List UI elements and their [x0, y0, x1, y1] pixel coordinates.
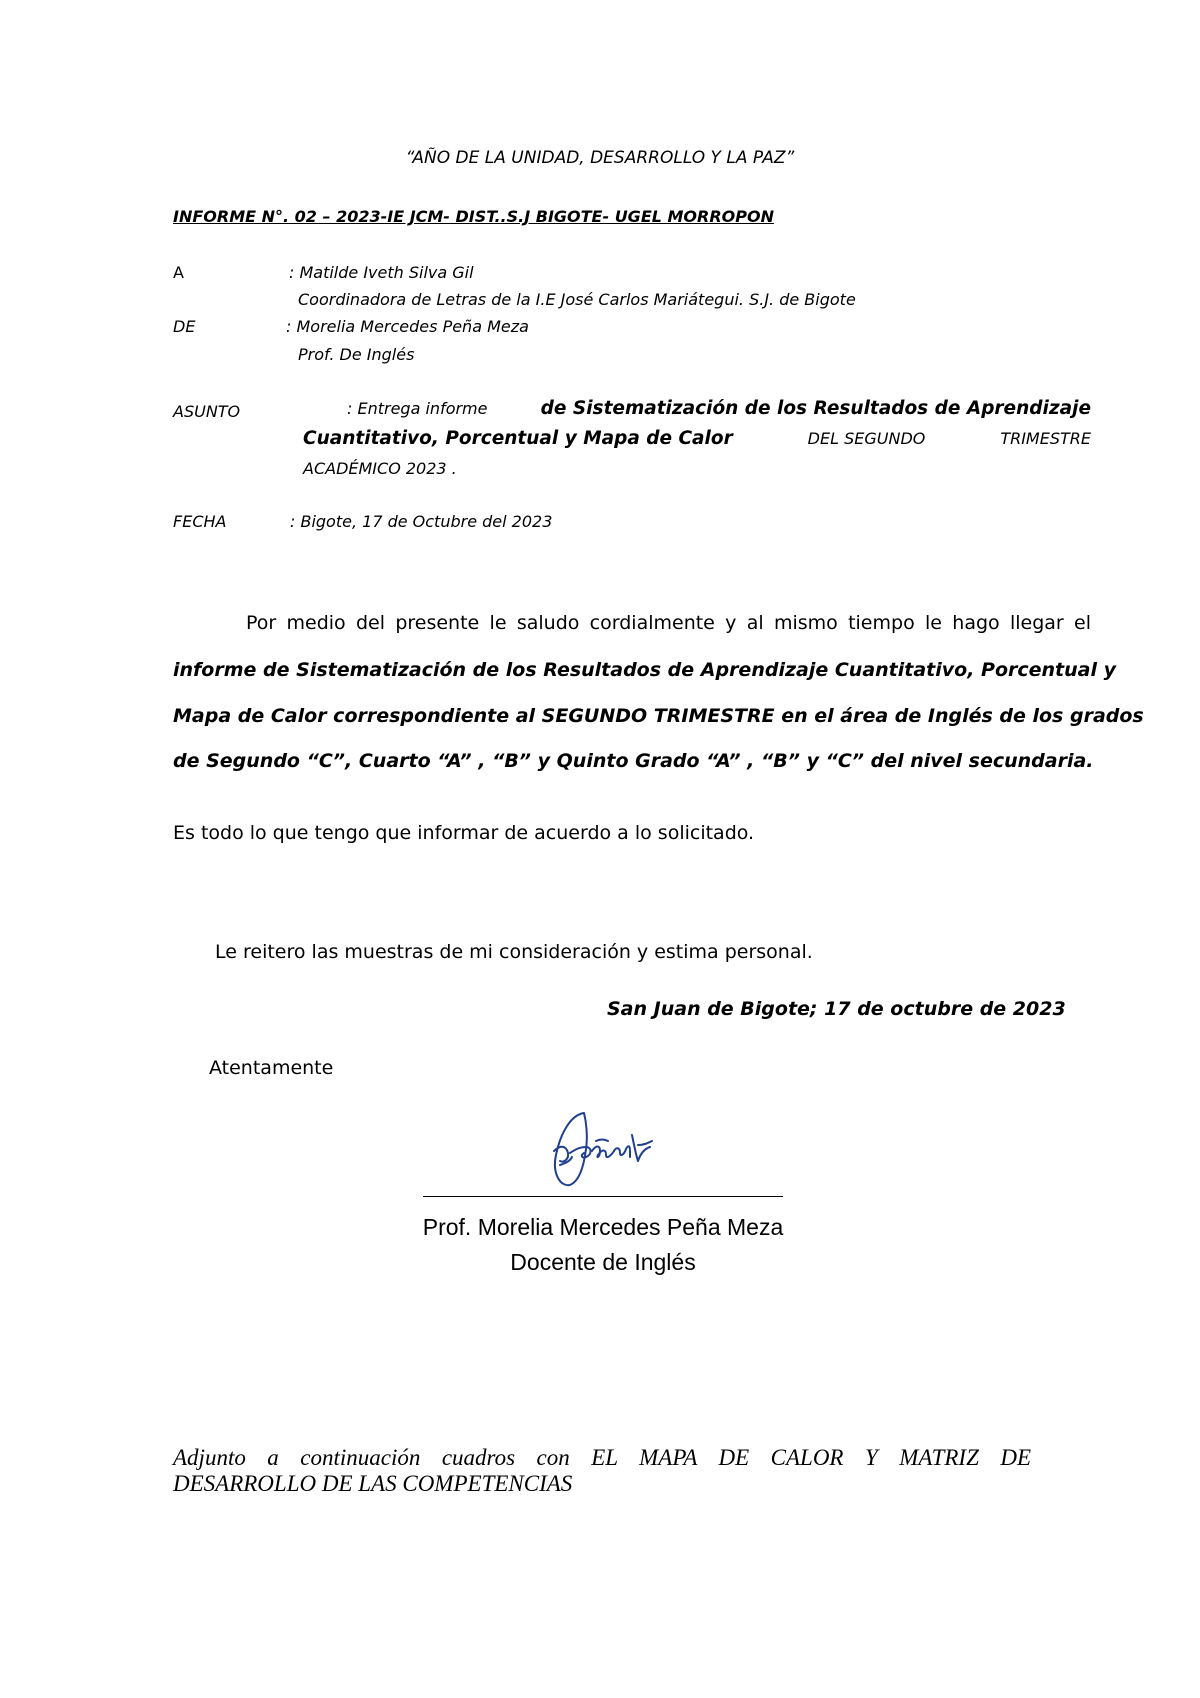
subject-period-part2: TRIMESTRE	[1000, 429, 1091, 448]
to-role: Coordinadora de Letras de la I.E José Carlos Mariátegui. S.J. de Bigote	[298, 290, 856, 309]
to-label: A	[173, 263, 184, 282]
body-paragraph-line-1: Por medio del presente le saludo cordialmente y al mismo tiempo le hago llegar el	[246, 612, 1091, 634]
closing: Atentamente	[209, 1057, 334, 1079]
subject-line-1	[347, 398, 1091, 419]
body-paragraph-line-2: informe de Sistematización de los Resultados de Aprendizaje Cuantitativo, Porcentual y	[173, 659, 1117, 681]
signature-line	[423, 1196, 783, 1197]
attachment-note-line-1: Adjunto a continuación cuadros con EL MAPA DE CALOR Y MATRIZ DE	[173, 1445, 1031, 1470]
report-number: INFORME N°. 02 – 2023-IE JCM- DIST..S.J BIGOTE- UGEL MORROPON	[173, 207, 774, 226]
subject-line-2	[303, 428, 1091, 449]
signatory-name: Prof. Morelia Mercedes Peña Meza	[422, 1214, 784, 1240]
subject-prefix: : Entrega informe	[347, 399, 488, 418]
body-paragraph-line-4: de Segundo “C”, Cuarto “A” , “B” y Quinto Grado “A” , “B” y “C” del nivel secundaria.	[173, 750, 1094, 772]
handwritten-signature	[540, 1105, 680, 1195]
subject-topic-part2: Cuantitativo, Porcentual y Mapa de Calor	[303, 428, 733, 449]
signatory-role: Docente de Inglés	[510, 1249, 696, 1275]
attachment-note-line-2: DESARROLLO DE LAS COMPETENCIAS	[173, 1471, 573, 1496]
from-label: DE	[173, 317, 196, 336]
year-motto: “AÑO DE LA UNIDAD, DESARROLLO Y LA PAZ”	[405, 148, 795, 168]
subject-label: ASUNTO	[173, 402, 241, 421]
date-value: : Bigote, 17 de Octubre del 2023	[290, 512, 553, 531]
subject-period-part3: ACADÉMICO 2023 .	[303, 459, 457, 478]
date-label: FECHA	[173, 512, 227, 531]
from-role: Prof. De Inglés	[298, 345, 415, 364]
body-paragraph-line-3: Mapa de Calor correspondiente al SEGUNDO TRIMESTRE en el área de Inglés de los grados	[173, 705, 1144, 727]
body-paragraph-2: Es todo lo que tengo que informar de acuerdo a lo solicitado.	[173, 822, 755, 844]
place-date: San Juan de Bigote; 17 de octubre de 2023	[607, 998, 1066, 1020]
subject-topic-part1: de Sistematización de los Resultados de Aprendizaje	[540, 398, 1091, 419]
body-paragraph-3: Le reitero las muestras de mi consideración y estima personal.	[215, 941, 813, 963]
to-name: : Matilde Iveth Silva Gil	[289, 263, 474, 282]
subject-period-part1: DEL SEGUNDO	[807, 429, 926, 448]
from-name: : Morelia Mercedes Peña Meza	[286, 317, 529, 336]
